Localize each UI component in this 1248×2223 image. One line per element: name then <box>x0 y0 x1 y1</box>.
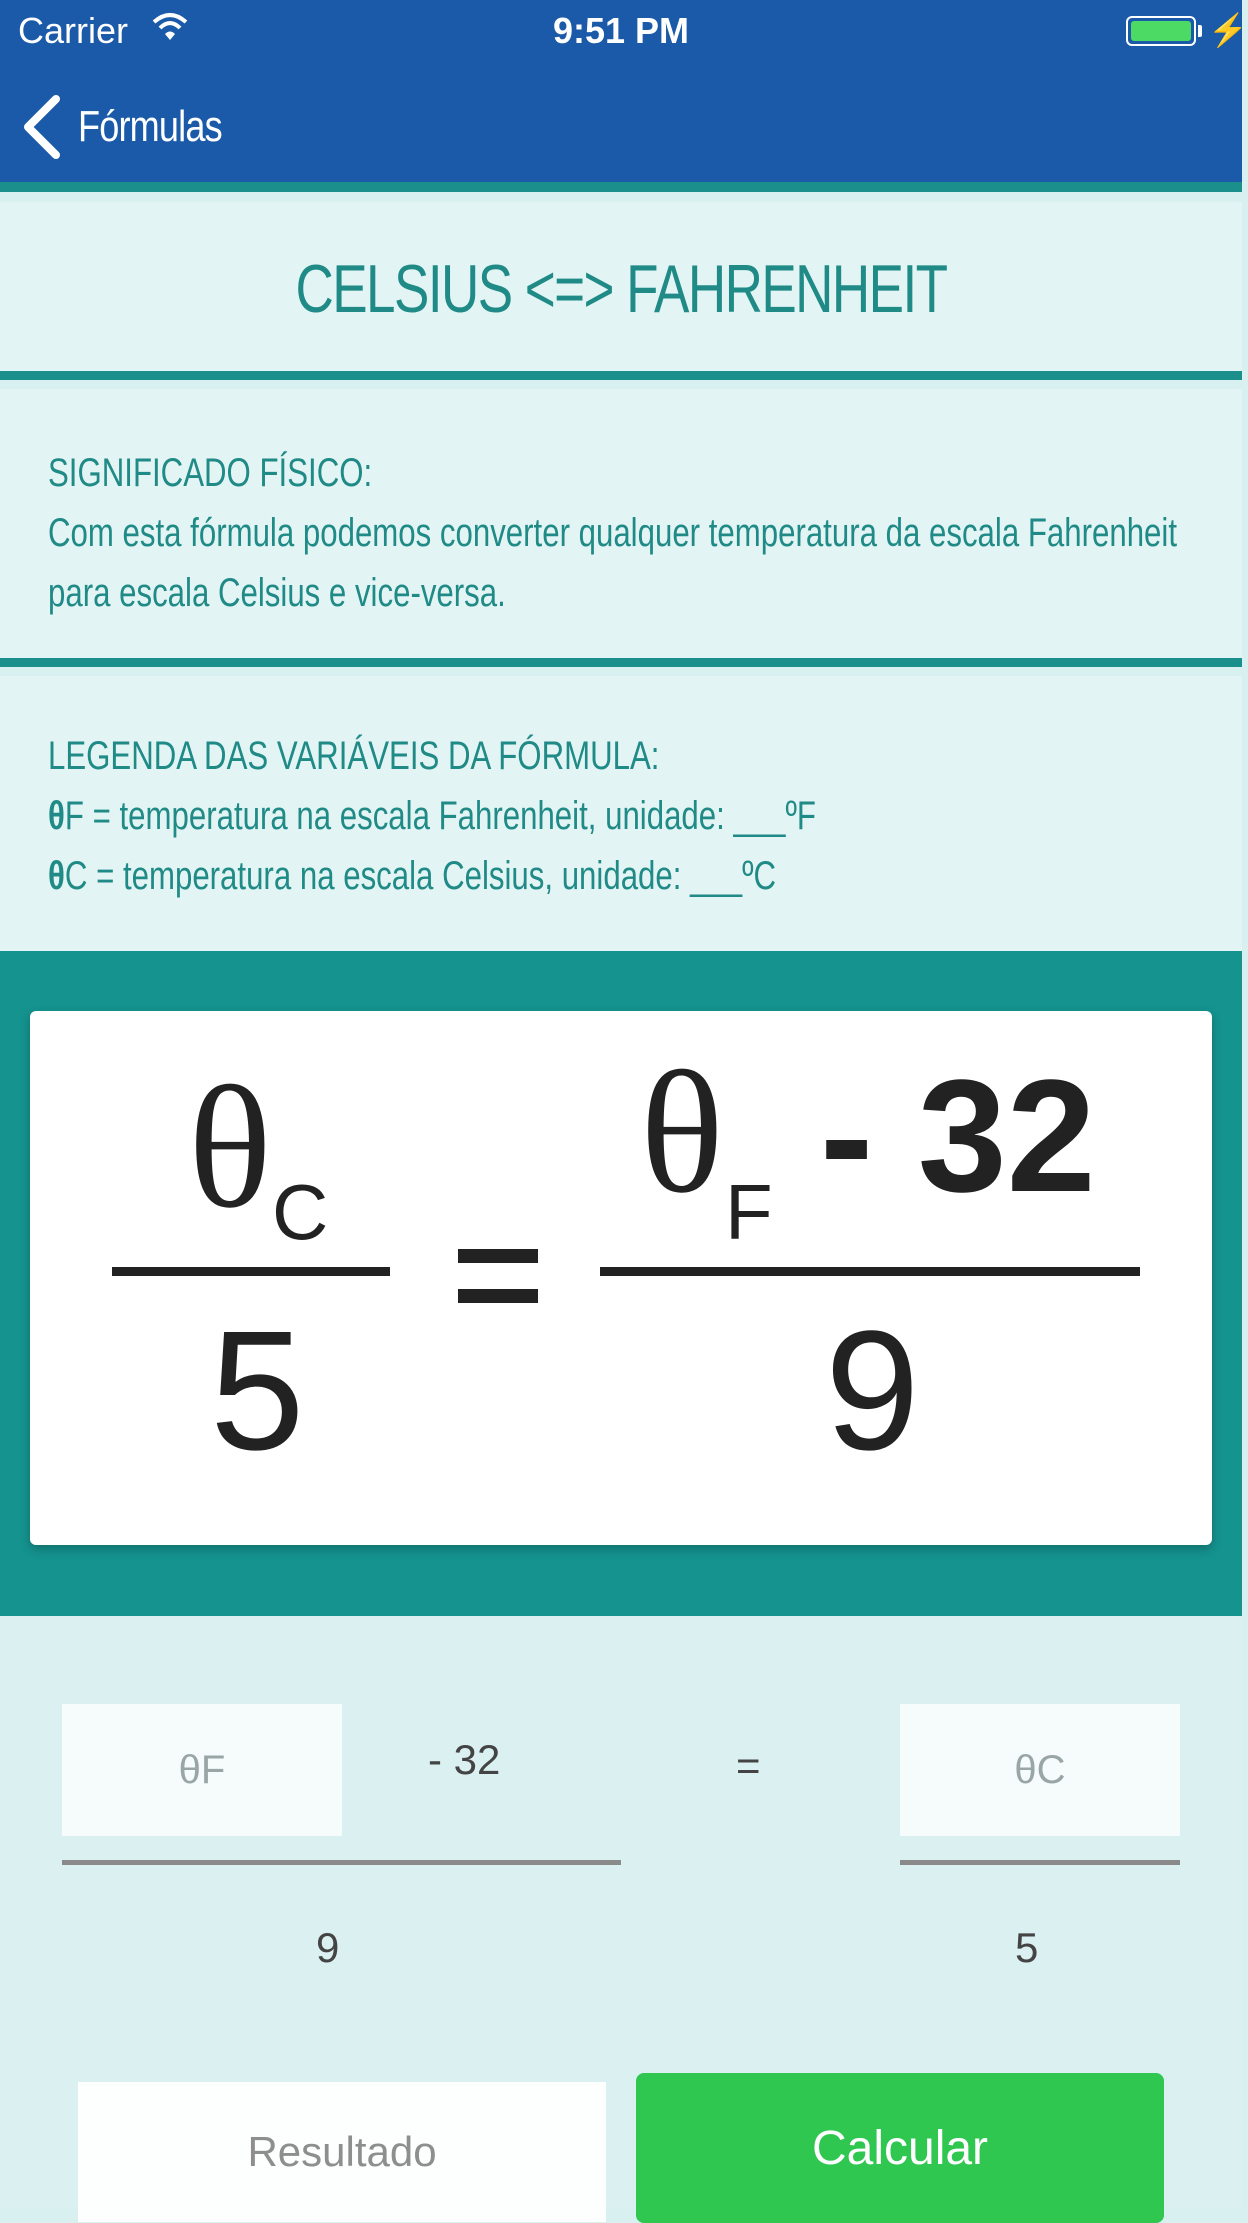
formula-theta-f: θ <box>640 1035 724 1229</box>
denominator-9-label: 9 <box>316 1924 340 1971</box>
formula-sub-f: F <box>725 1168 773 1256</box>
fraction-line-right <box>900 1860 1180 1865</box>
description-heading: SIGNIFICADO FÍSICO: <box>48 451 373 495</box>
minus-32-label: - 32 <box>428 1736 501 1783</box>
formula-denominator-5: 5 <box>210 1296 305 1486</box>
formula-sub-c: C <box>272 1168 329 1256</box>
calculate-button[interactable]: Calcular <box>636 2073 1164 2223</box>
formula-equals-top <box>458 1249 538 1263</box>
theta-f-input[interactable] <box>62 1704 342 1836</box>
description-panel <box>0 389 1242 667</box>
theta-symbol: θ <box>48 854 65 898</box>
page-title: CELSIUS <=> FAHRENHEIT <box>295 251 947 327</box>
back-button[interactable] <box>20 92 253 162</box>
chevron-left-icon <box>20 95 64 159</box>
legend-item-text: C = temperatura na escala Celsius, unidade: ___ºC <box>64 854 777 898</box>
formula-fraction-line-left <box>112 1267 390 1276</box>
fraction-line-left <box>62 1860 621 1865</box>
battery-tip <box>1198 25 1202 37</box>
description-line: Com esta fórmula podemos converter qualquer temperatura da escala Fahrenheit <box>48 511 1178 555</box>
legend-item-text: F = temperatura na escala Fahrenheit, unidade: ___ºF <box>64 794 816 838</box>
formula-image <box>30 1011 1212 1545</box>
formula-card <box>30 1011 1212 1545</box>
theta-symbol: θ <box>48 794 65 838</box>
result-field: Resultado <box>78 2082 606 2222</box>
formula-fraction-line-right <box>600 1267 1140 1276</box>
back-button-label: Fórmulas <box>78 102 222 151</box>
calculator-area <box>0 1616 1242 2208</box>
formula-theta-c: θ <box>188 1050 272 1244</box>
denominator-5-label: 5 <box>1015 1924 1039 1971</box>
legend-panel <box>0 676 1242 951</box>
theta-c-input[interactable] <box>900 1704 1180 1836</box>
legend-item-c <box>48 846 1195 906</box>
title-panel <box>0 202 1242 380</box>
equals-label: = <box>736 1742 761 1789</box>
formula-equals-bottom <box>458 1289 538 1303</box>
legend-item-f <box>48 786 1195 846</box>
navigation-bar <box>0 62 1242 192</box>
formula-denominator-9: 9 <box>825 1296 920 1486</box>
battery-icon <box>1126 16 1196 46</box>
formula-area <box>0 951 1242 1616</box>
legend-text <box>48 726 1195 906</box>
carrier-label: Carrier <box>18 10 129 51</box>
legend-heading: LEGENDA DAS VARIÁVEIS DA FÓRMULA: <box>48 734 660 778</box>
clock-time: 9:51 PM <box>552 10 690 51</box>
charging-bolt-icon: ⚡ <box>1208 12 1248 48</box>
status-bar <box>0 0 1248 62</box>
formula-minus-32: - 32 <box>820 1046 1096 1225</box>
description-line: para escala Celsius e vice-versa. <box>48 571 506 615</box>
description-text <box>48 443 1195 623</box>
